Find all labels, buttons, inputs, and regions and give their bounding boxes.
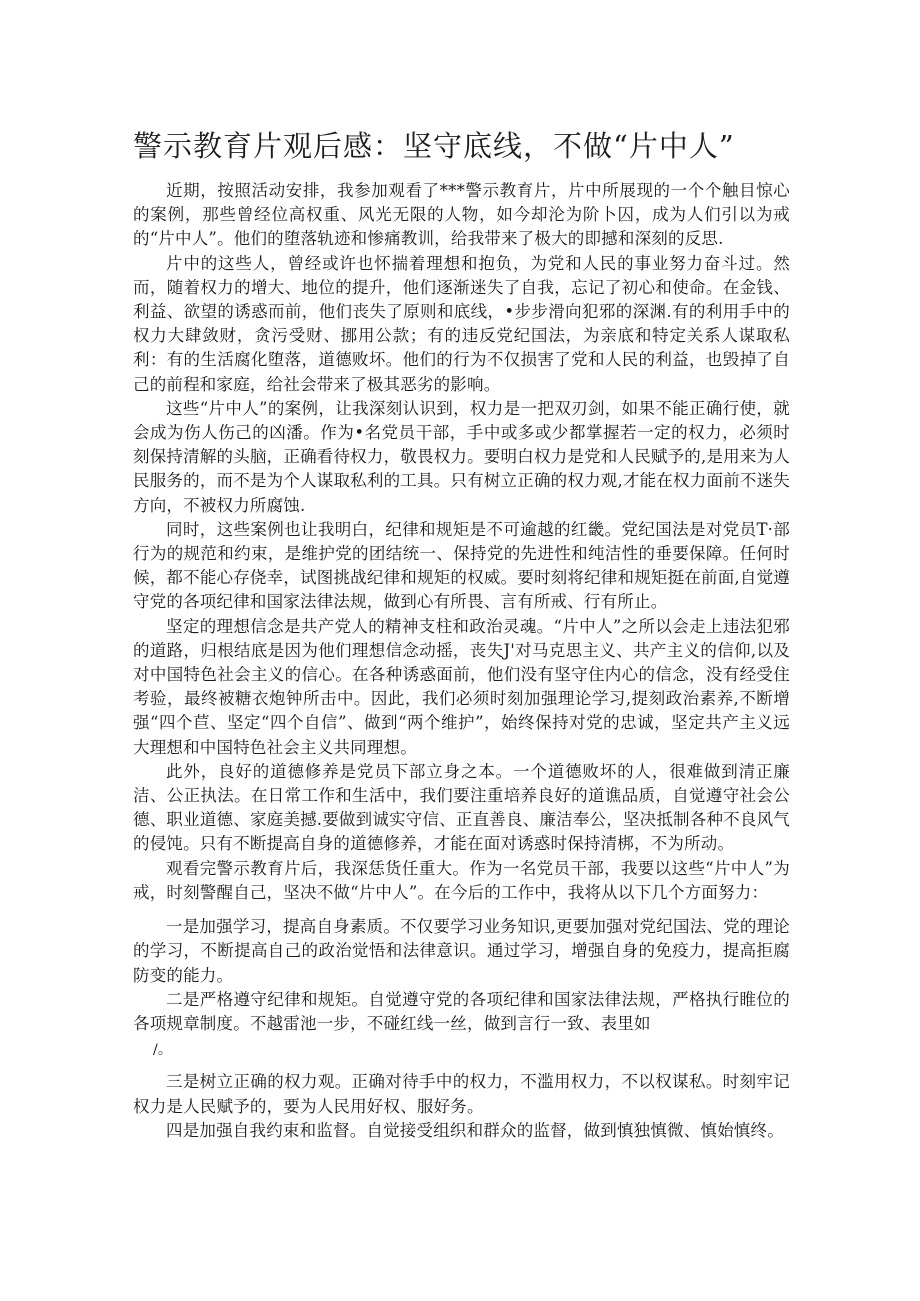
paragraph-point-four: 四是加强自我约束和监督。自觉接受组织和群众的监督，做到慎独慎微、慎始慎终。 (166, 1120, 784, 1140)
paragraph-fallen-officials: 片中的这些人，曾经或许也怀揣着理想和抱负，为党和人民的事业努力奋斗过。然而，随着权力的增大、地位的提升，他们逐渐迷失了自我，忘记了初心和使命。在金钱、利益、欲望的诱惑而前，他们丧失了原则和底线，•步步滑向犯邪的深渊.有的利用手中的权力大肆敛财，贪污受财、挪用公款；有的违反党纪国法，为亲底和特定关系人谋取私利：有的生活腐化堕落，道德败坏。他们的行为不仅损害了党和人民的利益，也毁掉了自己的前程和家庭，给社会带来了极其恶劣的影响。 (133, 253, 790, 394)
paragraph-point-three: 三是树立正确的权力观。正确对待手中的权力，不滥用权力，不以权谋私。时刻牢记权力是人民赋予的，要为人民用好权、服好务。 (133, 1072, 790, 1116)
paragraph-point-two: 二是严格遵守纪律和规矩。自觉遵守党的各项纪律和国家法律法规，严格执行睢位的各项规章制度。不越雷池一步，不碰红线一丝，做到言行一致、表里如 (133, 989, 790, 1033)
page-title: 警示教育片观后感：坚守底线，不做“片中人” (133, 129, 735, 163)
paragraph-intro: 近期，按照活动安排，我参加观看了***警示教育片，片中所展现的一个个触目惊心的案例，那些曾经位高权重、风光无限的人物，如今却沦为阶卜囚，成为人们引以为戒的“片中人”。他们的堕落轨迹和惨痛教训，给我带来了极大的即撼和深刻的反思. (133, 181, 790, 249)
paragraph-point-one: 一是加强学习，提高自身素质。不仅要学习业务知识,更要加强对党纪国法、党的理论的学习，不断提高自己的政治觉悟和法律意识。通过学习，增强自身的免疫力，提高拒腐防变的能力。 (133, 917, 790, 985)
paragraph-resolution: 观看完警示教育片后，我深恁货任重大。作为一名党员干部，我要以这些“片中人”为戒，时刻警醒自己，坚决不做“片中人”。在今后的工作中，我将从以下几个方面努力： (133, 858, 790, 902)
paragraph-ideals: 坚定的理想信念是共产党人的精神支柱和政治灵魂。“片中人”之所以会走上违法犯邪的道路，归根结底是因为他们理想信念动摇，丧失J'对马克思主义、共产主义的信仰,以及对中国特色社会主义的信心。在各种诱惑面前，他们没有坚守住内心的信念，没有经受住考验，最终被糖衣炮钟所击中。因此，我们必须时刻加强理论学习,提刻政治素养,不断增强“四个苣、坚定“四个自信”、做到“两个维护”，始终保持对党的忠诚，坚定共产主义远大理想和中国特色社会主义共同理想。 (133, 616, 790, 757)
paragraph-point-two-tail: /。 (153, 1042, 173, 1059)
document-body (133, 179, 790, 1143)
paragraph-discipline: 同时，这些案例也让我明白，纪律和规矩是不可逾越的红畿。党纪国法是对党员T·部行为的规范和约束，是维护党的团结统一、保持党的先进性和纯洁性的垂要保障。任何时候，都不能心存侥幸，试图挑战纪律和规矩的权威。要时刻将纪律和规矩挺在前面,自觉遵守党的各项纪律和国家法律法规，做到心有所畏、言有所戒、行有所止。 (133, 519, 790, 612)
paragraph-morality: 此外，良好的道德修养是党员下部立身之本。一个道德败坏的人，很难做到清正廉洁、公正执法。在日常工作和生活中，我们要注重培养良好的道谯品质，自觉遵守社会公德、职业道德、家庭美撼.要做到诚实守信、正直善良、廉洁奉公，坚决抵制各种不良风气的侵饨。只有不断提高自身的道德修养，才能在面对诱惑时保持清梆，不为所动。 (133, 761, 790, 854)
paragraph-power: 这些“片中人”的案例，让我深刻认识到，权力是一把双刃剑，如果不能正确行使，就会成为伤人伤己的凶潘。作为•名党员干部，手中或多或少都掌握若一定的权力，必须时刻保持清解的头脑，正确看待权力，敬畏权力。要明白权力是党和人民赋予的,是用来为人民服务的，而不是为个人谋取私利的工具。只有树立正确的权力观,才能在权力面前不迷失方向，不被权力所腐蚀. (133, 398, 790, 515)
